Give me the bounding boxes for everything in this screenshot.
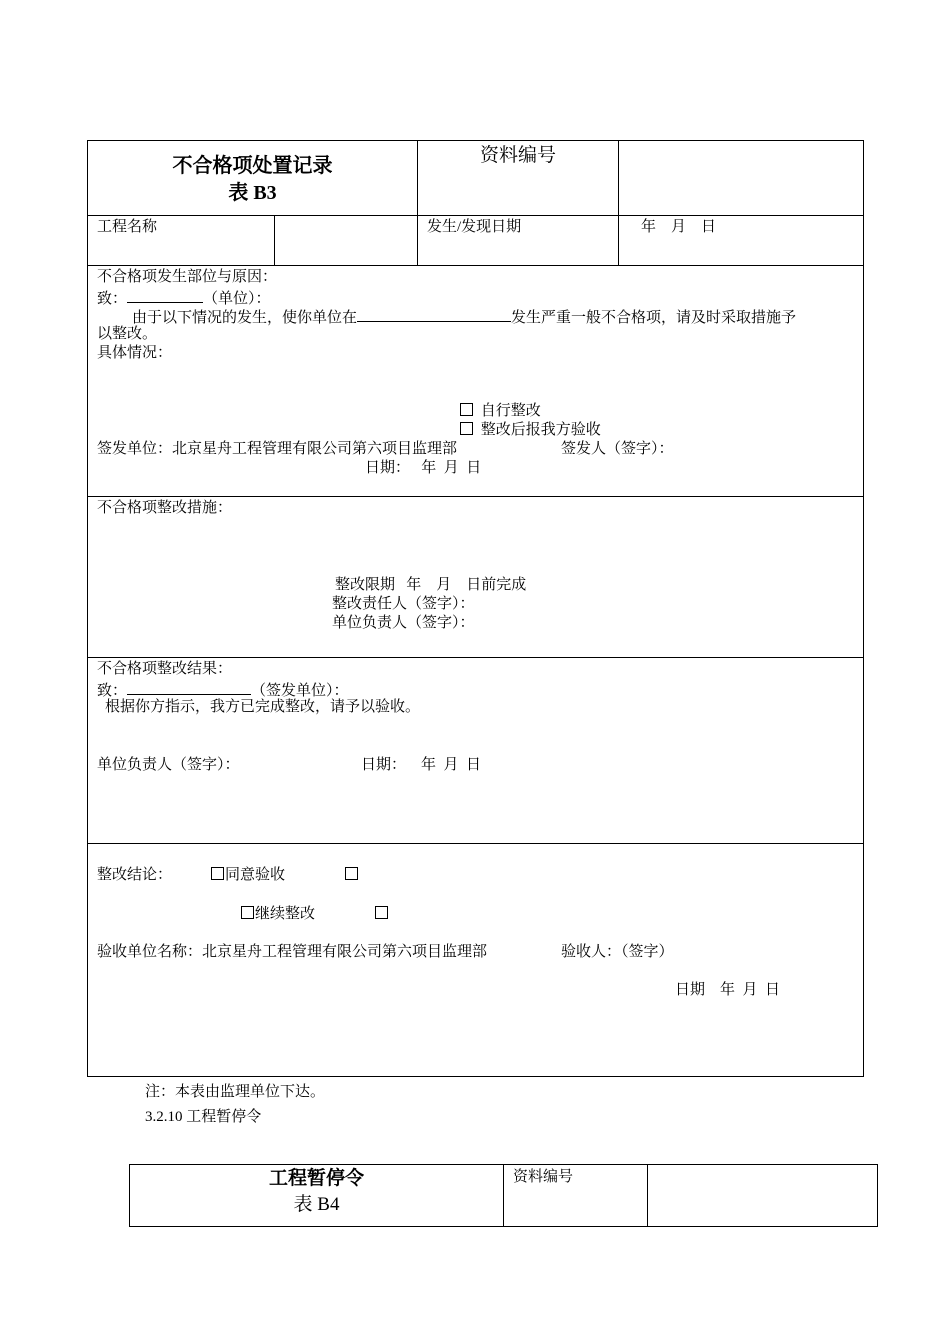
issuer-blank[interactable] [127,679,251,695]
extra-checkbox[interactable] [345,866,362,884]
issuer-unit: 签发单位：北京星舟工程管理有限公司第六项目监理部 [97,441,458,457]
option-label: 继续整改 [255,906,316,922]
unit-head-signature: 单位负责人（签字）： [97,757,240,773]
checkbox-icon[interactable] [345,867,358,880]
notice-line [132,306,796,327]
rectify-responsible: 整改责任人（签字）： [332,596,475,612]
notice-text-a: 由于以下情况的发生，使你单位在 [132,310,358,326]
checkbox-icon[interactable] [460,422,473,435]
unit-blank[interactable] [127,287,203,303]
rule [618,140,619,265]
issuer-signature: 签发人（签字）： [561,441,674,457]
notice-text-c: 以整改。 [97,326,158,342]
section-heading: 不合格项整改措施： [97,500,233,516]
form-note: 注：本表由监理单位下达。 [145,1084,326,1100]
section-heading: 不合格项整改结果： [97,661,233,677]
doc-no-field[interactable] [649,1166,876,1225]
doc-no-field[interactable] [620,142,862,214]
option-label: 自行整改 [480,403,541,419]
form-title: 工程暂停令 [268,1168,364,1189]
occur-date-label: 发生/发现日期 [427,219,522,235]
rule [274,215,275,265]
occur-date-field[interactable]: 年 月 日 [641,219,717,235]
form-code: 表 B4 [293,1194,340,1215]
addressee-line [97,679,349,700]
acceptor-signature: 验收人：（签字） [561,944,674,960]
project-name-field[interactable] [276,217,416,264]
notice-text-b: 发生严重一般不合格项，请及时采取措施予 [511,310,797,326]
doc-no-label: 资料编号 [479,145,556,166]
option-report-rectify[interactable] [460,421,601,439]
checkbox-icon[interactable] [211,867,224,880]
rule [87,265,864,266]
option-continue[interactable] [241,905,315,923]
rule [87,496,864,497]
conclusion-label: 整改结论： [97,867,173,883]
location-blank[interactable] [357,306,511,322]
unit-head-signature: 单位负责人（签字）： [332,615,475,631]
rule [503,1164,504,1227]
details-label: 具体情况： [97,345,173,361]
to-prefix: 致： [97,683,128,699]
addressee-line [97,287,271,308]
rule [87,215,864,216]
rectify-deadline: 整改限期 年 月 日前完成 [335,577,527,593]
checkbox-icon[interactable] [460,403,473,416]
to-suffix: （单位）： [203,291,271,307]
form-title: 不合格项处置记录 [172,155,333,177]
option-agree[interactable] [211,866,285,884]
checkbox-icon[interactable] [375,906,388,919]
checkbox-icon[interactable] [241,906,254,919]
rule [87,843,864,844]
form-code: 表 B3 [228,182,277,204]
option-label: 同意验收 [225,867,286,883]
rule [87,657,864,658]
issue-date: 日期： 年 月 日 [365,460,482,476]
doc-no-label: 资料编号 [513,1169,574,1185]
result-text: 根据你方指示，我方已完成整改，请予以验收。 [105,699,421,715]
option-self-rectify[interactable] [460,402,541,420]
acceptance-date: 日期 年 月 日 [675,982,781,998]
to-prefix: 致： [97,291,128,307]
section-heading: 3.2.10 工程暂停令 [145,1109,262,1125]
extra-checkbox[interactable] [375,905,392,923]
project-name-label: 工程名称 [97,219,158,235]
acceptor-unit: 验收单位名称：北京星舟工程管理有限公司第六项目监理部 [97,944,488,960]
section-heading: 不合格项发生部位与原因： [97,269,278,285]
rule [647,1164,648,1227]
to-suffix: （签发单位）： [251,683,349,699]
result-date: 日期： 年 月 日 [361,757,482,773]
option-label: 整改后报我方验收 [480,422,601,438]
